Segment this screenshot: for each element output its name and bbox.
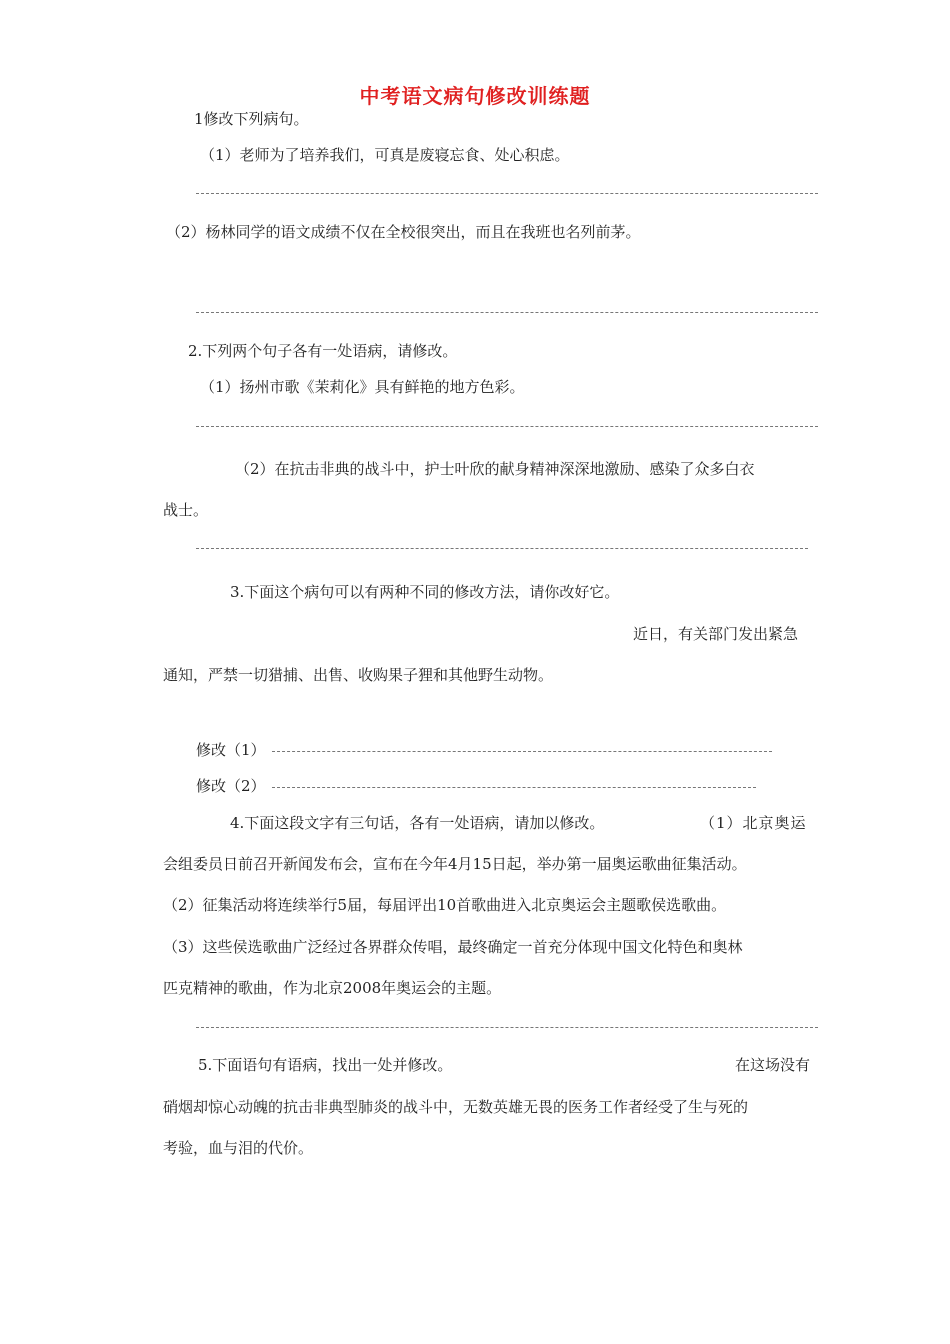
q2-heading: 2.下列两个句子各有一处语病，请修改。 [188, 342, 458, 360]
q5-heading: 5.下面语句有语病，找出一处并修改。 [198, 1056, 453, 1074]
q3-heading: 3.下面这个病句可以有两种不同的修改方法，请你改好它。 [230, 583, 620, 601]
q3-fix-1-label: 修改（1） [196, 741, 266, 759]
q3-fix-1-row [196, 740, 772, 760]
q4-line-1-tail: （1）北京奥运 [700, 814, 807, 832]
q4-line-3: （2）征集活动将连续举行5届，每届评出10首歌曲进入北京奥运会主题歌侯选歌曲。 [163, 896, 727, 914]
q5-line-2: 硝烟却惊心动魄的抗击非典型肺炎的战斗中，无数英雄无畏的医务工作者经受了生与死的 [163, 1098, 749, 1116]
q3-sentence-line-1: 近日，有关部门发出紧急 [633, 625, 799, 643]
q2-answer-line-1[interactable] [196, 426, 818, 427]
q4-line-5: 匹克精神的歌曲，作为北京2008年奥运会的主题。 [163, 979, 502, 997]
q4-line-4: （3）这些侯选歌曲广泛经过各界群众传唱，最终确定一首充分体现中国文化特色和奥林 [163, 938, 743, 956]
q2-sentence-1: （1）扬州市歌《茉莉化》具有鲜艳的地方色彩。 [200, 378, 525, 396]
q5-line-3: 考验，血与泪的代价。 [163, 1139, 314, 1157]
q1-heading: 1修改下列病句。 [194, 110, 309, 128]
q1-answer-line-2[interactable] [196, 312, 818, 313]
q2-sentence-2-line-2: 战士。 [163, 501, 209, 519]
page-title: 中考语文病句修改训练题 [359, 84, 591, 108]
q3-fix-1-answer-line[interactable] [272, 751, 772, 752]
q2-answer-line-2[interactable] [196, 548, 808, 549]
q4-heading: 4.下面这段文字有三句话，各有一处语病，请加以修改。 [230, 814, 605, 832]
q1-answer-line-1[interactable] [196, 193, 818, 194]
q3-fix-2-label: 修改（2） [196, 777, 266, 795]
q3-fix-2-row [196, 776, 756, 796]
q4-line-2: 会组委员日前召开新闻发布会，宣布在今年4月15日起，举办第一届奥运歌曲征集活动。 [163, 855, 747, 873]
q3-fix-2-answer-line[interactable] [272, 787, 756, 788]
q2-sentence-2-line-1: （2）在抗击非典的战斗中，护士叶欣的献身精神深深地激励、感染了众多白衣 [235, 460, 755, 478]
q5-line-1-tail: 在这场没有 [735, 1056, 811, 1074]
q1-sentence-1: （1）老师为了培养我们，可真是废寝忘食、处心积虑。 [200, 146, 570, 164]
q3-sentence-line-2: 通知，严禁一切猎捕、出售、收购果子狸和其他野生动物。 [163, 666, 554, 684]
q4-answer-line[interactable] [196, 1027, 818, 1028]
q1-sentence-2: （2）杨林同学的语文成绩不仅在全校很突出，而且在我班也名列前茅。 [166, 223, 641, 241]
